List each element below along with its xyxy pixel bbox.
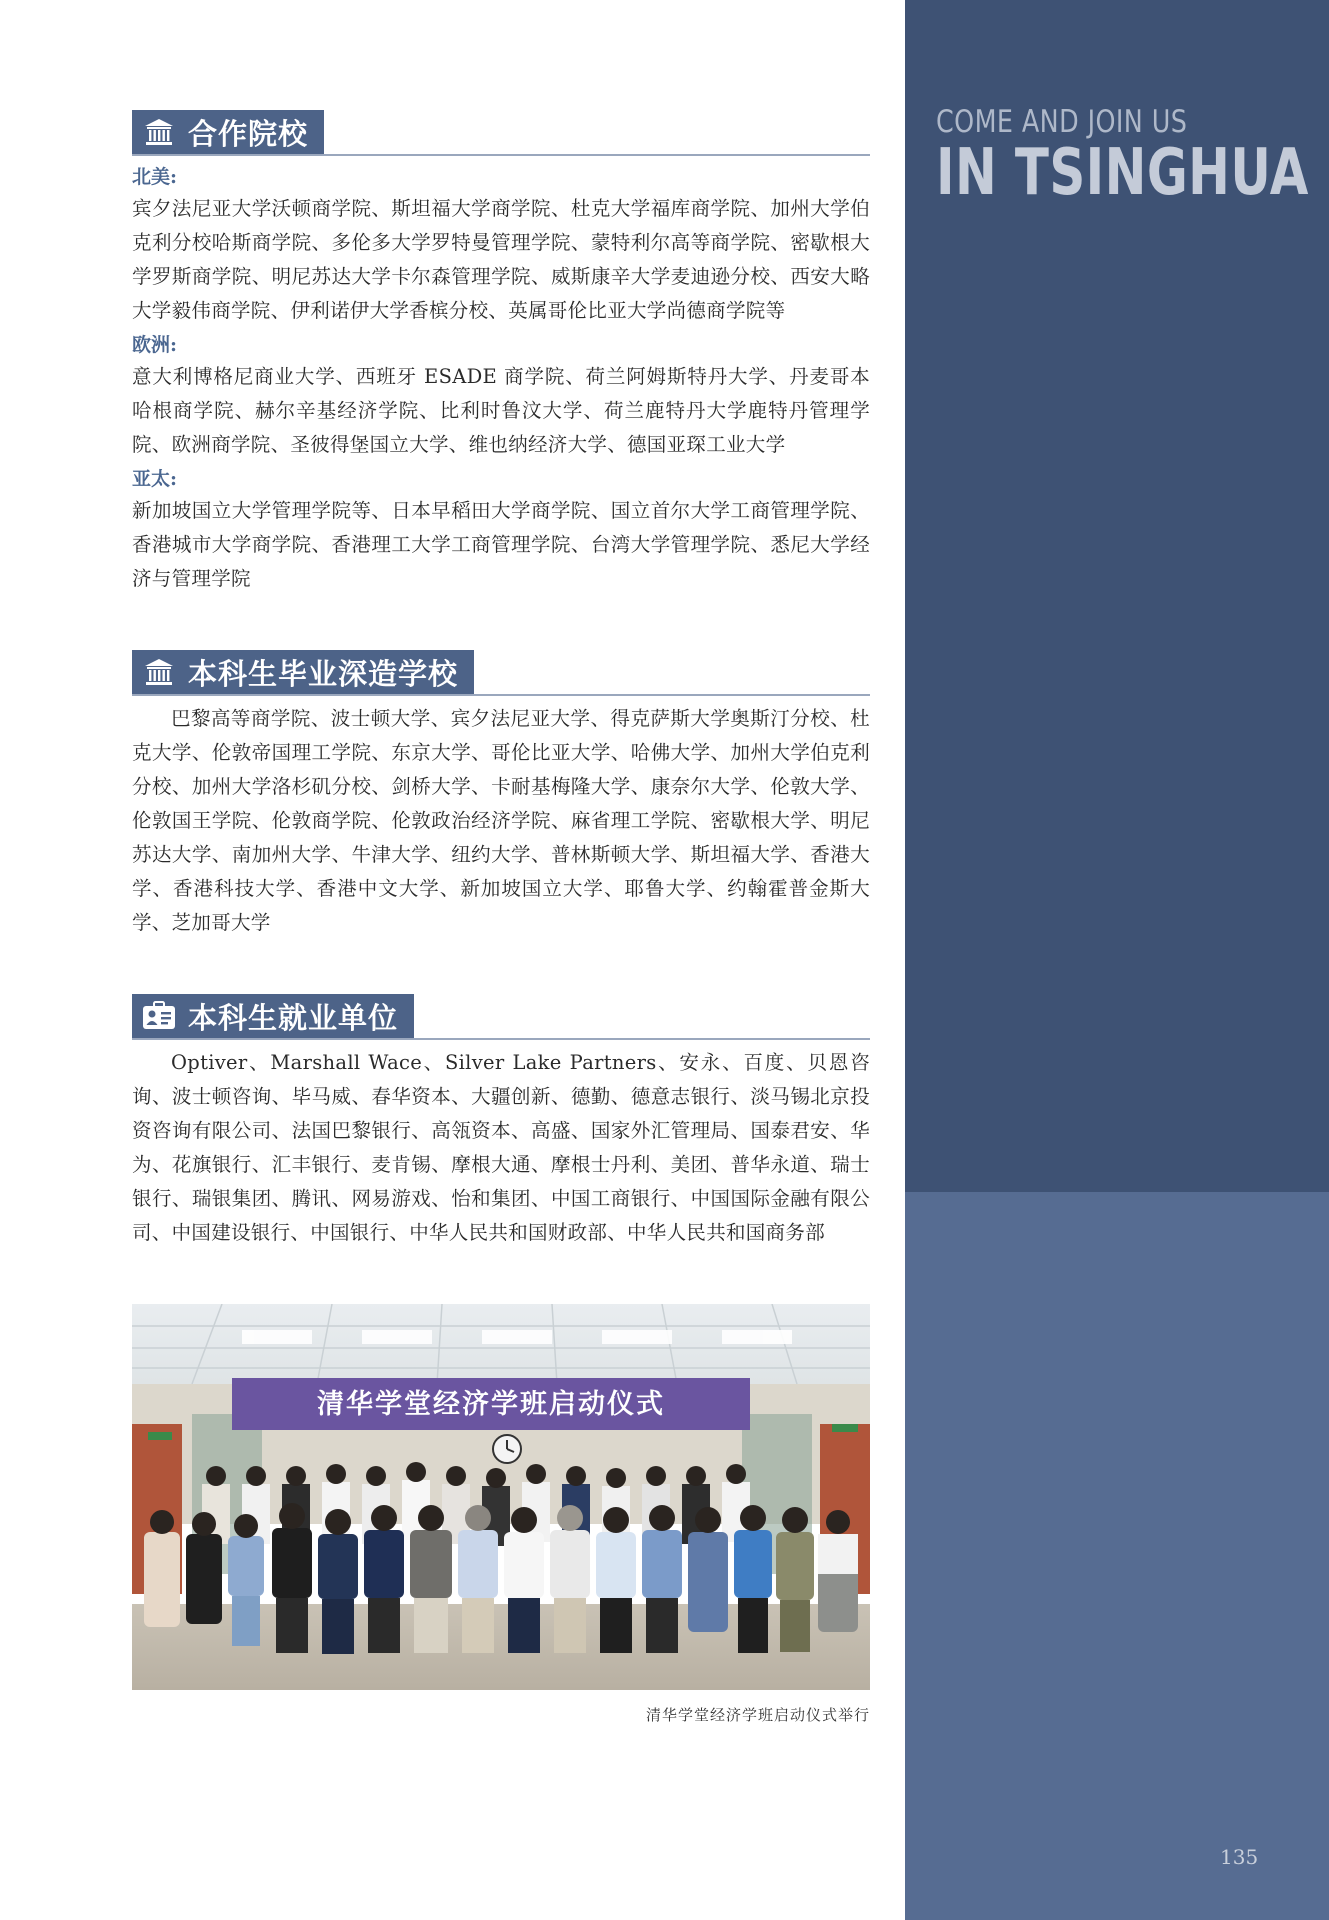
graduate-schools-text: 巴黎高等商学院、波士顿大学、宾夕法尼亚大学、得克萨斯大学奥斯汀分校、杜克大学、伦敦帝国理工学院、东京大学、哥伦比亚大学、哈佛大学、加州大学伯克利分校、加州大学洛杉矶分校、剑桥大学、卡耐基梅隆大学、康奈尔大学、伦敦大学、伦敦国王学院、伦敦商学院、伦敦政治经济学院、麻省理工学院、密歇根大学、明尼苏达大学、南加州大学、牛津大学、纽约大学、普林斯顿大学、斯坦福大学、香港大学、香港科技大学、香港中文大学、新加坡国立大学、耶鲁大学、约翰霍普金斯大学、芝加哥大学 [132, 707, 870, 934]
section-divider [132, 154, 870, 156]
section-title-partners: 合作院校 [188, 116, 309, 151]
employers-text: Optiver、Marshall Wace、Silver Lake Partners、安永、百度、贝恩咨询、波士顿咨询、毕马威、春华资本、大疆创新、德勤、德意志银行、淡马锡北京投资咨询有限公司、法国巴黎银行、高瓴资本、高盛、国家外汇管理局、国泰君安、华为、花旗银行、汇丰银行、麦肯锡、摩根大通、摩根士丹利、美团、普华永道、瑞士银行、瑞银集团、腾讯、网易游戏、怡和集团、中国工商银行、中国国际金融有限公司、中国建设银行、中国银行、中华人民共和国财政部、中华人民共和国商务部 [132, 1051, 870, 1244]
section-header-graduate-schools [132, 650, 870, 696]
sidebar-bottom-panel [905, 1192, 1329, 1920]
id-card-icon [142, 999, 176, 1033]
slogan-line-1: COME AND JOIN US [936, 104, 1188, 140]
section-title-employers: 本科生就业单位 [188, 1000, 399, 1035]
section-divider [132, 1038, 870, 1040]
region-text-asia-pacific: 新加坡国立大学管理学院等、日本早稻田大学商学院、国立首尔大学工商管理学院、香港城市大学商学院、香港理工大学工商管理学院、台湾大学管理学院、悉尼大学经济与管理学院 [132, 499, 870, 590]
slogan-line-2: IN TSINGHUA [936, 136, 1309, 210]
region-text-europe: 意大利博格尼商业大学、西班牙 ESADE 商学院、荷兰阿姆斯特丹大学、丹麦哥本哈根商学院、赫尔辛基经济学院、比利时鲁汶大学、荷兰鹿特丹大学鹿特丹管理学院、欧洲商学院、圣彼得堡国立大学、维也纳经济大学、德国亚琛工业大学 [132, 365, 870, 456]
region-label-north-america: 北美: [132, 166, 178, 188]
region-text-north-america: 宾夕法尼亚大学沃顿商学院、斯坦福大学商学院、杜克大学福库商学院、加州大学伯克利分校哈斯商学院、多伦多大学罗特曼管理学院、蒙特利尔高等商学院、密歇根大学罗斯商学院、明尼苏达大学卡尔森管理学院、威斯康辛大学麦迪逊分校、西安大略大学毅伟商学院、伊利诺伊大学香槟分校、英属哥伦比亚大学尚德商学院等 [132, 197, 870, 322]
photo-block [132, 1304, 870, 1725]
region-label-asia-pacific: 亚太: [132, 468, 178, 490]
region-label-europe: 欧洲: [132, 334, 178, 356]
building-icon [142, 655, 176, 689]
section-divider [132, 694, 870, 696]
section-header-employers [132, 994, 870, 1040]
section-title-graduate-schools: 本科生毕业深造学校 [188, 656, 459, 691]
building-icon [142, 115, 176, 149]
main-content [132, 110, 870, 1725]
group-photo [132, 1304, 870, 1690]
banner-text: 清华学堂经济学班启动仪式 [317, 1389, 665, 1420]
section-header-partners [132, 110, 870, 156]
photo-caption: 清华学堂经济学班启动仪式举行 [645, 1706, 870, 1724]
page-number: 135 [1220, 1845, 1259, 1869]
